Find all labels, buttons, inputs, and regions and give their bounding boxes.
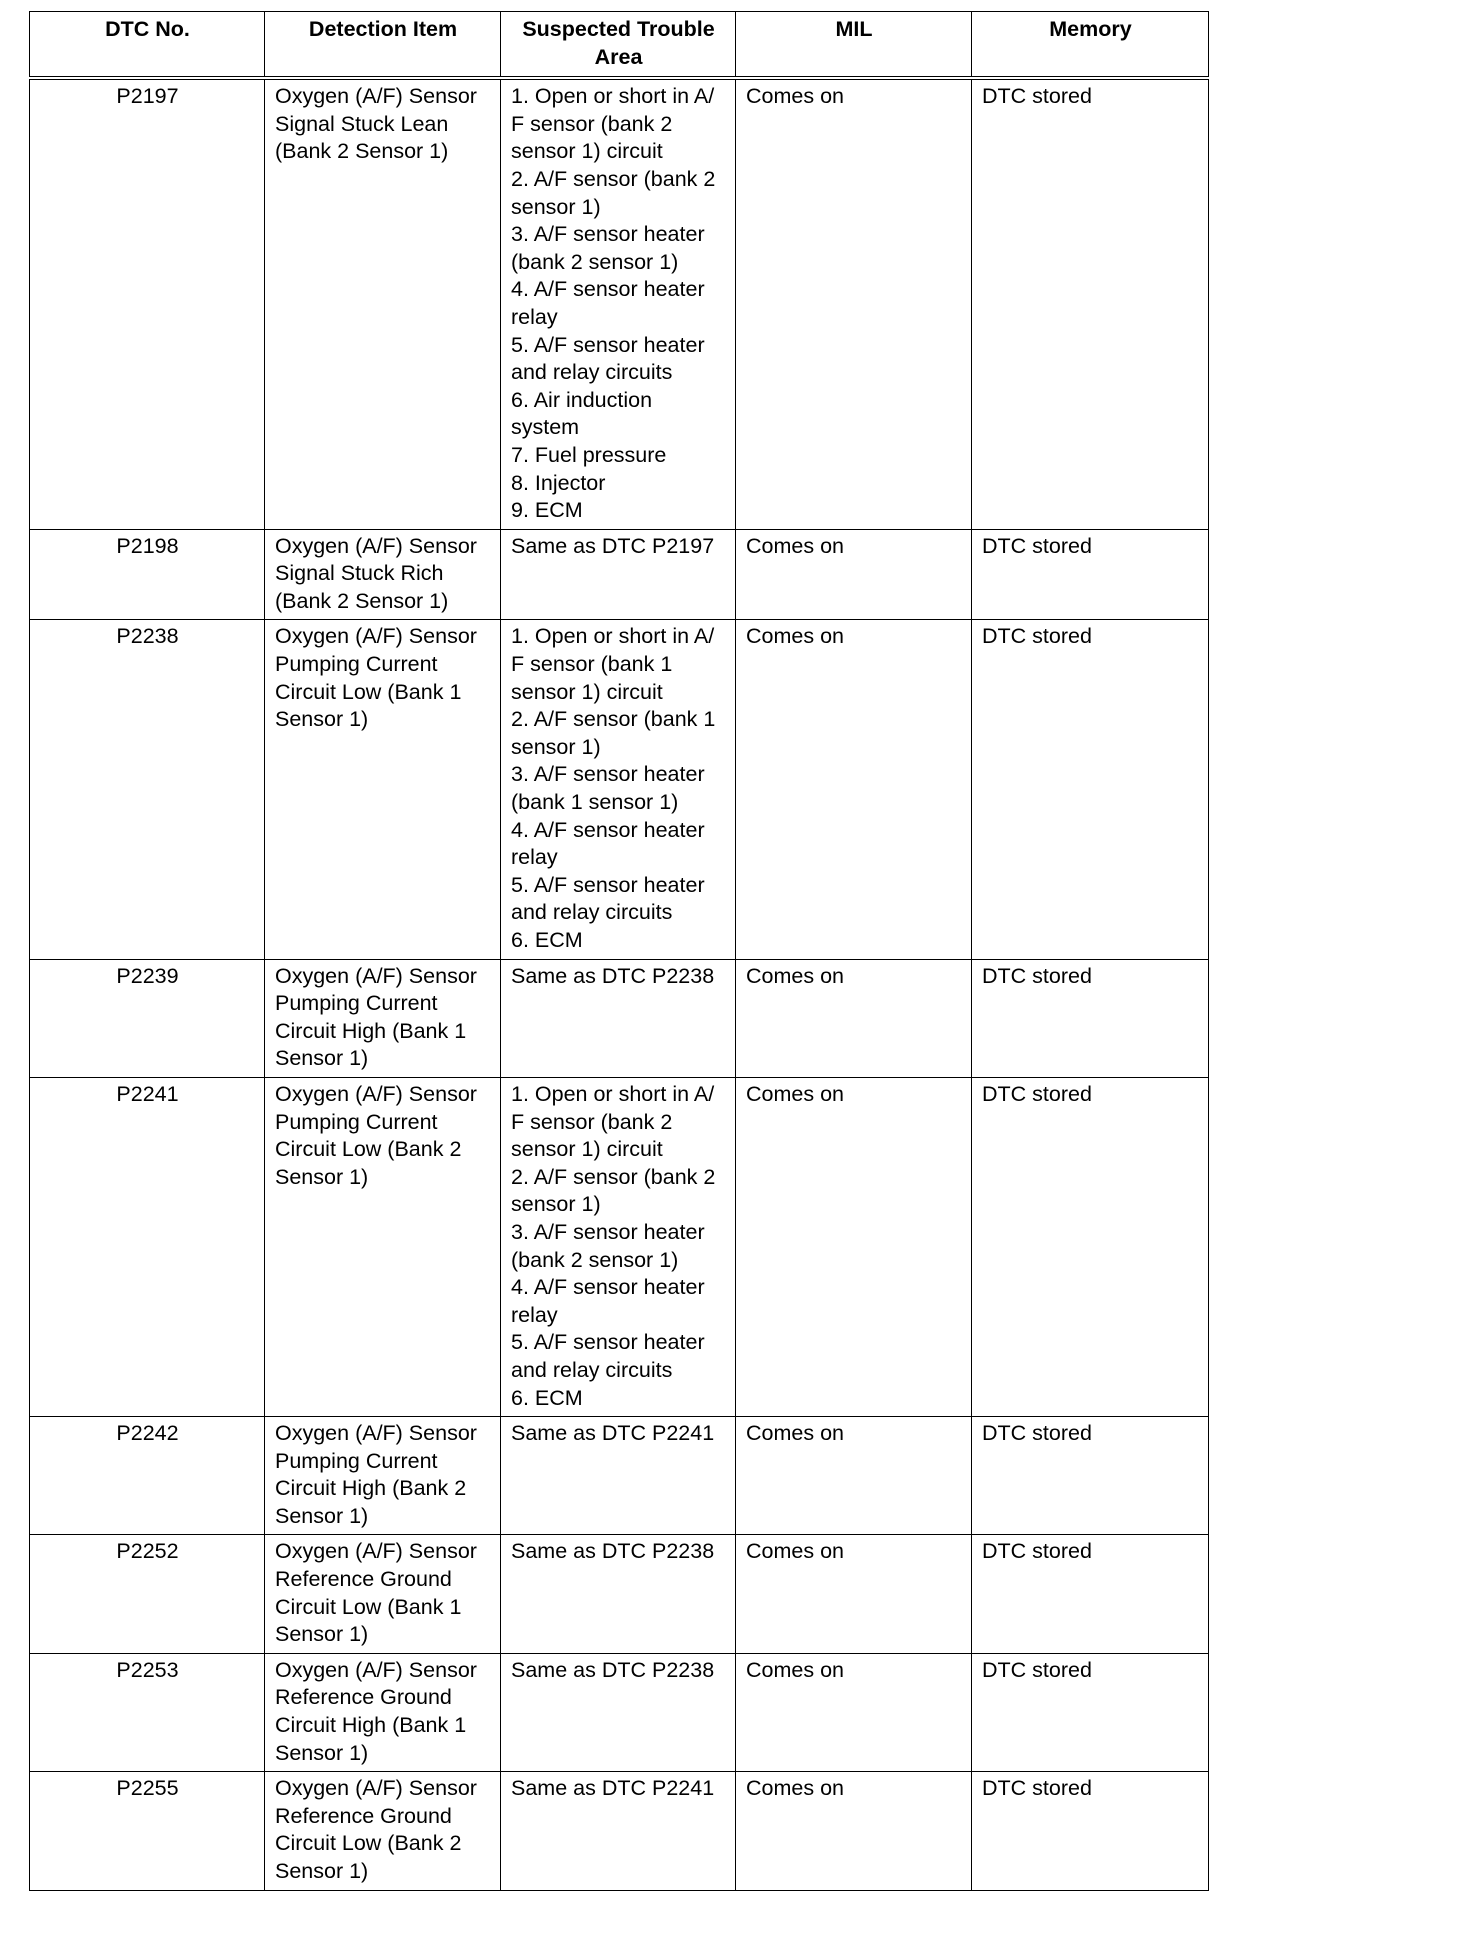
detection-item-cell [265, 529, 501, 620]
detection-item-line: Circuit High (Bank 1 [275, 1713, 467, 1738]
table-row [30, 1772, 1209, 1890]
detection-item-line: (Bank 2 Sensor 1) [275, 139, 449, 164]
memory-cell: DTC stored [972, 529, 1209, 620]
trouble-area-line: 2. A/F sensor (bank 1 [511, 707, 716, 732]
detection-item-line: Sensor 1) [275, 1503, 369, 1528]
mil-cell: Comes on [736, 1535, 972, 1653]
detection-item-line: Sensor 1) [275, 1740, 369, 1765]
trouble-area-line: Same as DTC P2241 [511, 1776, 715, 1801]
trouble-area-line: 4. A/F sensor heater [511, 1275, 705, 1300]
trouble-area-line: 3. A/F sensor heater [511, 222, 705, 247]
dtc-code-cell: P2242 [30, 1417, 265, 1535]
trouble-area-line: (bank 1 sensor 1) [511, 790, 679, 815]
table-header [30, 12, 1209, 79]
detection-item-line: Sensor 1) [275, 1859, 369, 1883]
trouble-area-line: 3. A/F sensor heater [511, 762, 705, 787]
detection-item-cell [265, 1077, 501, 1416]
detection-item-line: Oxygen (A/F) Sensor [275, 1421, 477, 1446]
trouble-area-line: 2. A/F sensor (bank 2 [511, 166, 716, 191]
trouble-area-line: and relay circuits [511, 1357, 673, 1382]
trouble-area-line: 1. Open or short in A/ [511, 84, 715, 109]
trouble-area-line: sensor 1) circuit [511, 1137, 663, 1162]
dtc-table [29, 11, 1209, 1891]
trouble-area-line: relay [511, 304, 558, 329]
table-row [30, 959, 1209, 1077]
mil-cell: Comes on [736, 1772, 972, 1890]
detection-item-line: Reference Ground [275, 1685, 452, 1710]
trouble-area-line: 7. Fuel pressure [511, 442, 667, 467]
trouble-area-cell [501, 529, 736, 620]
table-row [30, 1077, 1209, 1416]
trouble-area-cell [501, 1535, 736, 1653]
detection-item-cell [265, 1535, 501, 1653]
detection-item-line: Oxygen (A/F) Sensor [275, 1081, 477, 1106]
detection-item-line: (Bank 2 Sensor 1) [275, 588, 449, 613]
table-row [30, 1417, 1209, 1535]
detection-item-line: Pumping Current [275, 1109, 438, 1134]
mil-cell: Comes on [736, 1653, 972, 1771]
mil-cell: Comes on [736, 620, 972, 959]
detection-item-line: Reference Ground [275, 1803, 452, 1828]
dtc-code-cell: P2239 [30, 959, 265, 1077]
trouble-area-line: Same as DTC P2238 [511, 1539, 715, 1564]
detection-item-line: Pumping Current [275, 1448, 438, 1473]
trouble-area-cell [501, 1077, 736, 1416]
memory-cell: DTC stored [972, 1077, 1209, 1416]
trouble-area-line: sensor 1) circuit [511, 139, 663, 164]
detection-item-line: Signal Stuck Lean [275, 111, 449, 136]
dtc-code-cell: P2241 [30, 1077, 265, 1416]
memory-cell: DTC stored [972, 620, 1209, 959]
detection-item-line: Oxygen (A/F) Sensor [275, 84, 477, 109]
detection-item-line: Circuit Low (Bank 2 [275, 1831, 462, 1856]
detection-item-line: Sensor 1) [275, 1164, 369, 1189]
trouble-area-line: 6. Air induction [511, 387, 653, 412]
trouble-area-line: Same as DTC P2238 [511, 963, 715, 988]
trouble-area-line: 9. ECM [511, 498, 583, 523]
trouble-area-line: sensor 1) [511, 194, 601, 219]
detection-item-line: Sensor 1) [275, 1622, 369, 1647]
detection-item-line: Circuit High (Bank 2 [275, 1476, 467, 1501]
dtc-code-cell: P2238 [30, 620, 265, 959]
header-dtc-no: DTC No. [30, 12, 265, 79]
trouble-area-cell [501, 1417, 736, 1535]
dtc-code-cell: P2253 [30, 1653, 265, 1771]
mil-cell: Comes on [736, 78, 972, 529]
detection-item-line: Reference Ground [275, 1567, 452, 1592]
detection-item-line: Pumping Current [275, 652, 438, 677]
trouble-area-line: 6. ECM [511, 1385, 583, 1410]
trouble-area-line: 6. ECM [511, 928, 583, 952]
detection-item-cell [265, 620, 501, 959]
mil-cell: Comes on [736, 1077, 972, 1416]
trouble-area-line: sensor 1) circuit [511, 679, 663, 704]
trouble-area-line: system [511, 415, 580, 440]
detection-item-line: Circuit Low (Bank 1 [275, 679, 462, 704]
detection-item-line: Oxygen (A/F) Sensor [275, 533, 477, 558]
detection-item-cell [265, 78, 501, 529]
dtc-code-cell: P2252 [30, 1535, 265, 1653]
table-row [30, 78, 1209, 529]
detection-item-line: Sensor 1) [275, 1046, 369, 1071]
trouble-area-line: Same as DTC P2197 [511, 533, 715, 558]
table-body [30, 78, 1209, 1890]
table-row [30, 529, 1209, 620]
trouble-area-line: 4. A/F sensor heater [511, 817, 705, 842]
dtc-code-cell: P2255 [30, 1772, 265, 1890]
trouble-area-line: 8. Injector [511, 470, 606, 495]
detection-item-cell [265, 1417, 501, 1535]
detection-item-line: Oxygen (A/F) Sensor [275, 1539, 477, 1564]
mil-cell: Comes on [736, 959, 972, 1077]
header-detection-item: Detection Item [265, 12, 501, 79]
trouble-area-line: 1. Open or short in A/ [511, 1081, 715, 1106]
detection-item-line: Oxygen (A/F) Sensor [275, 1657, 477, 1682]
trouble-area-line: 5. A/F sensor heater [511, 872, 705, 897]
trouble-area-line: sensor 1) [511, 734, 601, 759]
detection-item-cell [265, 959, 501, 1077]
mil-cell: Comes on [736, 1417, 972, 1535]
memory-cell: DTC stored [972, 1417, 1209, 1535]
trouble-area-cell [501, 620, 736, 959]
memory-cell: DTC stored [972, 1653, 1209, 1771]
trouble-area-line: (bank 2 sensor 1) [511, 249, 679, 274]
trouble-area-line: F sensor (bank 2 [511, 1109, 673, 1134]
header-memory: Memory [972, 12, 1209, 79]
trouble-area-cell [501, 1653, 736, 1771]
trouble-area-cell [501, 1772, 736, 1890]
trouble-area-line: Same as DTC P2238 [511, 1657, 715, 1682]
dtc-code-cell: P2197 [30, 78, 265, 529]
header-row [30, 12, 1209, 79]
trouble-area-line: 1. Open or short in A/ [511, 624, 715, 649]
detection-item-line: Signal Stuck Rich [275, 561, 444, 586]
table-row [30, 620, 1209, 959]
detection-item-line: Pumping Current [275, 991, 438, 1016]
trouble-area-line: 4. A/F sensor heater [511, 277, 705, 302]
trouble-area-line: and relay circuits [511, 360, 673, 385]
memory-cell: DTC stored [972, 1535, 1209, 1653]
trouble-area-line: (bank 2 sensor 1) [511, 1247, 679, 1272]
trouble-area-line: relay [511, 845, 558, 870]
memory-cell: DTC stored [972, 78, 1209, 529]
header-mil: MIL [736, 12, 972, 79]
trouble-area-line: 3. A/F sensor heater [511, 1219, 705, 1244]
detection-item-cell [265, 1653, 501, 1771]
trouble-area-line: F sensor (bank 2 [511, 111, 673, 136]
dtc-code-cell: P2198 [30, 529, 265, 620]
detection-item-line: Oxygen (A/F) Sensor [275, 1776, 477, 1801]
table-row [30, 1535, 1209, 1653]
detection-item-line: Circuit Low (Bank 1 [275, 1594, 462, 1619]
mil-cell: Comes on [736, 529, 972, 620]
trouble-area-cell [501, 78, 736, 529]
detection-item-line: Oxygen (A/F) Sensor [275, 624, 477, 649]
trouble-area-line: F sensor (bank 1 [511, 652, 673, 677]
detection-item-cell [265, 1772, 501, 1890]
memory-cell: DTC stored [972, 959, 1209, 1077]
detection-item-line: Circuit High (Bank 1 [275, 1018, 467, 1043]
detection-item-line: Circuit Low (Bank 2 [275, 1137, 462, 1162]
detection-item-line: Sensor 1) [275, 707, 369, 732]
trouble-area-line: Same as DTC P2241 [511, 1421, 715, 1446]
trouble-area-line: relay [511, 1302, 558, 1327]
trouble-area-line: 5. A/F sensor heater [511, 1330, 705, 1355]
trouble-area-line: and relay circuits [511, 900, 673, 925]
trouble-area-line: 5. A/F sensor heater [511, 332, 705, 357]
trouble-area-line: 2. A/F sensor (bank 2 [511, 1164, 716, 1189]
detection-item-line: Oxygen (A/F) Sensor [275, 963, 477, 988]
header-suspected-trouble-area: Suspected Trouble Area [501, 12, 736, 79]
trouble-area-cell [501, 959, 736, 1077]
table-row [30, 1653, 1209, 1771]
trouble-area-line: sensor 1) [511, 1192, 601, 1217]
memory-cell: DTC stored [972, 1772, 1209, 1890]
